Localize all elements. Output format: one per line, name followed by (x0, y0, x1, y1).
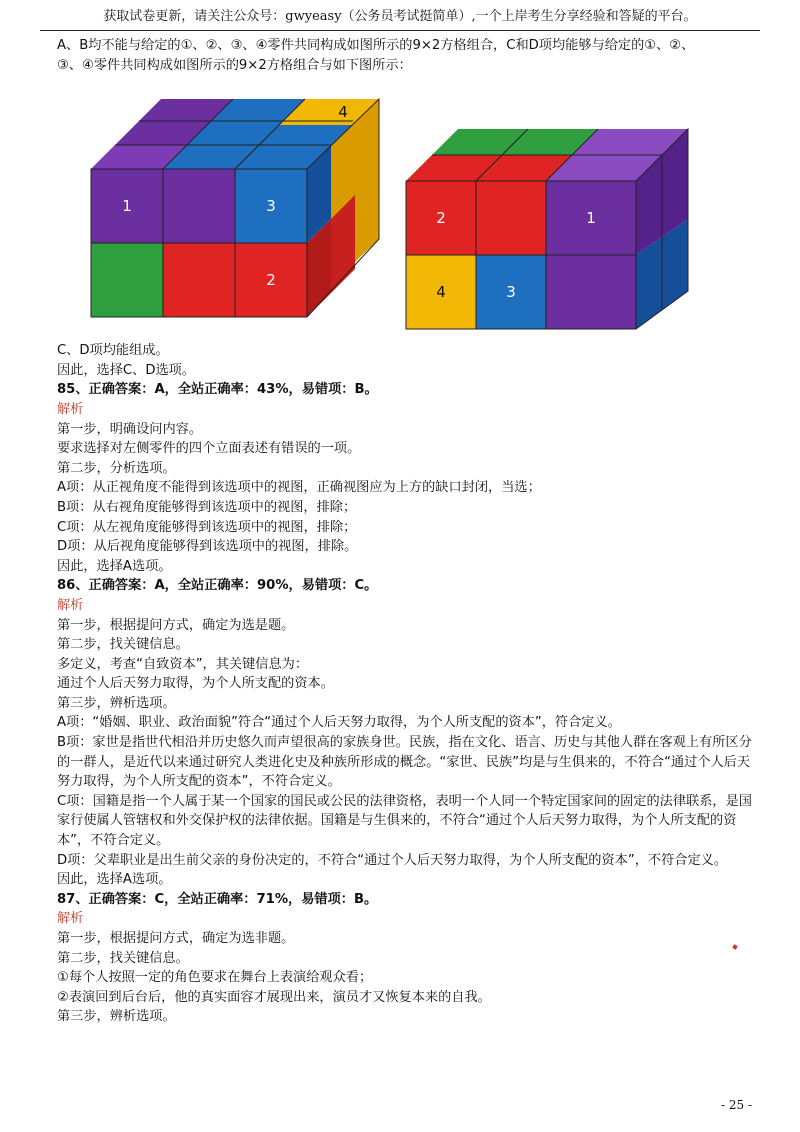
left-front-green (91, 243, 163, 317)
right-front-purple-2 (546, 255, 636, 329)
text-line: 要求选择对左侧零件的四个立面表述有错误的一项。 (57, 441, 361, 457)
left-front-purple-2 (163, 169, 235, 243)
left-cube-figure (87, 79, 387, 335)
text-paragraph: D项：父辈职业是出生前父亲的身份决定的，不符合“通过个人后天努力取得，为个人所支配的资本”，不符合定义。 (57, 852, 728, 868)
text-line: A项：从正视角度不能得到该选项中的视图，正确视图应为上方的缺口封闭，当选； (57, 480, 541, 496)
text-line: D项：从后视角度能够得到该选项中的视图，排除。 (57, 539, 358, 555)
text-line: 第二步，找关键信息。 (57, 950, 189, 966)
text-line: C、D项均能组成。 (57, 343, 169, 359)
analysis-heading: 解析 (57, 401, 84, 417)
answer-87: 87、正确答案：C，全站正确率：71%，易错项：B。 (57, 891, 378, 907)
right-label-3: 3 (506, 283, 516, 302)
intro-line-2: ③、④零件共同构成如图所示的9×2方格组合与如下图所示： (57, 57, 412, 73)
page-content (57, 36, 757, 1027)
right-cube-figure (402, 79, 702, 335)
left-label-4: 4 (338, 103, 348, 122)
text-line: 第一步，明确设问内容。 (57, 421, 203, 437)
intro-line-1: A、B均不能与给定的①、②、③、④零件共同构成如图所示的9×2方格组合，C和D项均能够与给定的①、②、 (57, 38, 695, 53)
text-line: 第二步，找关键信息。 (57, 637, 189, 653)
text-line: ①每个人按照一定的角色要求在舞台上表演给观众看； (57, 970, 373, 986)
text-line: 第三步，辨析选项。 (57, 1009, 176, 1025)
text-line: 因此，选择A选项。 (57, 558, 172, 574)
text-line: 通过个人后天努力取得，为个人所支配的资本。 (57, 676, 334, 692)
page-number: - 25 - (720, 1098, 752, 1112)
right-label-1: 1 (586, 209, 596, 228)
text-line: 第二步，分析选项。 (57, 460, 176, 476)
text-line: ②表演回到后台后，他的真实面容才展现出来，演员才又恢复本来的自我。 (57, 989, 491, 1005)
text-line: 第一步，根据提问方式，确定为选非题。 (57, 931, 295, 946)
left-front-red-1 (163, 243, 235, 317)
text-line: B项：从右视角度能够得到该选项中的视图，排除； (57, 499, 357, 515)
answer-86: 86、正确答案：A，全站正确率：90%，易错项：C。 (57, 578, 378, 594)
text-paragraph: C项：国籍是指一个人属于某一个国家的国民或公民的法律资格，表明一个人同一个特定国家间的固定的法律联系，是国家行使属人管辖权和外交保护权的法律依据。国籍是与生俱来的，不符合“通过个人后天努力取得，为个人所支配的资本”，不符合定义。 (57, 793, 752, 849)
right-label-2: 2 (436, 209, 446, 228)
text-line: 第一步，根据提问方式，确定为选是题。 (57, 617, 295, 633)
left-label-1: 1 (122, 197, 132, 216)
left-label-3: 3 (266, 197, 276, 216)
page-header: 获取试卷更新，请关注公众号：gwyeasy（公务员考试挺简单）,一个上岸考生分享经验和答疑的平台。 (40, 6, 760, 31)
text-paragraph: B项：家世是指世代相沿并历史悠久而声望很高的家族身世。民族，指在文化、语言、历史与其他人群在客观上有所区分的一群人，是近代以来通过研究人类进化史及种族所形成的概念。“家世、民族”均是与生俱来的，不符合“通过个人后天努力取得，为个人所支配的资本”，不符合定义。 (57, 735, 752, 790)
analysis-heading: 解析 (57, 911, 84, 927)
text-line: 因此，选择C、D选项。 (57, 362, 196, 378)
right-front-red-2 (476, 181, 546, 255)
left-label-2: 2 (266, 271, 276, 290)
answer-85: 85、正确答案：A，全站正确率：43%，易错项：B。 (57, 382, 378, 398)
text-line: 因此，选择A选项。 (57, 872, 172, 888)
figure-cubes (57, 79, 757, 335)
text-line: 多定义，考查“自致资本”，其关键信息为： (57, 656, 309, 672)
right-label-4: 4 (436, 283, 446, 302)
analysis-heading: 解析 (57, 597, 84, 613)
text-line: C项：从左视角度能够得到该选项中的视图，排除； (57, 519, 357, 535)
text-line: A项：“婚姻、职业、政治面貌”符合“通过个人后天努力取得，为个人所支配的资本”，符合定义。 (57, 715, 621, 731)
text-line: 第三步，辨析选项。 (57, 695, 176, 711)
